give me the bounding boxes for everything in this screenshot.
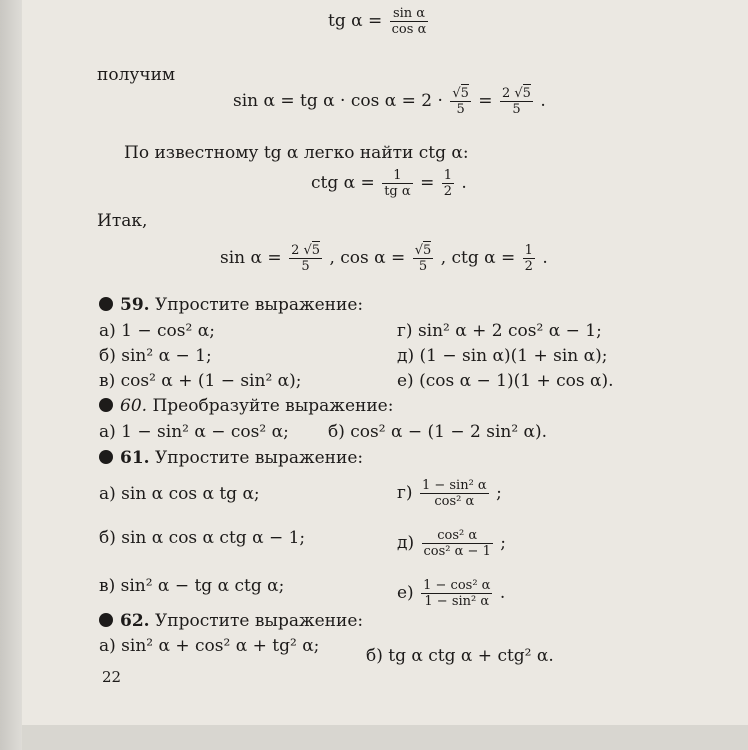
fraction bbox=[442, 168, 454, 199]
item-label: г) bbox=[397, 483, 413, 503]
formula-text: tg α = bbox=[328, 11, 383, 31]
exercise-title: Упростите выражение: bbox=[154, 295, 364, 315]
fraction-denominator: 2 bbox=[524, 259, 533, 274]
coefficient: 2 bbox=[291, 243, 300, 258]
fraction-numerator: 1 − cos² α bbox=[423, 578, 491, 593]
fraction-numerator bbox=[500, 86, 533, 102]
equals-sign: = bbox=[478, 91, 493, 111]
formula-text: sin α = tg α · cos α = 2 · bbox=[233, 91, 443, 111]
fraction bbox=[382, 168, 412, 199]
exercise-59-e: е) (cos α − 1)(1 + cos α). bbox=[397, 371, 614, 391]
fraction bbox=[500, 86, 533, 117]
period: . bbox=[540, 91, 546, 111]
fraction-denominator: tg α bbox=[384, 184, 411, 199]
fraction-denominator: cos² α − 1 bbox=[423, 544, 491, 559]
period: . bbox=[542, 248, 548, 268]
exercise-bullet-icon bbox=[99, 450, 113, 464]
radical-sign: √ bbox=[514, 86, 523, 101]
text-itak: Итак, bbox=[97, 211, 148, 231]
exercise-59-v: в) cos² α + (1 − sin² α); bbox=[99, 371, 302, 391]
fraction bbox=[413, 243, 434, 274]
radical-sign: √ bbox=[414, 243, 423, 258]
exercise-61-b: б) sin α cos α ctg α − 1; bbox=[99, 528, 306, 548]
exercise-number: 61. bbox=[120, 448, 150, 468]
fraction-denominator: 5 bbox=[418, 259, 428, 274]
period: . bbox=[461, 173, 467, 193]
fraction-numerator: 1 bbox=[443, 168, 452, 183]
fraction-denominator: 1 − sin² α bbox=[424, 594, 490, 609]
exercise-59-d: д) (1 − sin α)(1 + sin α); bbox=[397, 346, 608, 366]
fraction-denominator: 2 bbox=[443, 184, 452, 199]
equals-sign: = bbox=[420, 173, 435, 193]
radicand: 5 bbox=[522, 86, 531, 101]
exercise-59-b: б) sin² α − 1; bbox=[99, 346, 212, 366]
fraction-numerator bbox=[413, 243, 434, 259]
exercise-61-header bbox=[99, 450, 363, 467]
fraction-numerator bbox=[450, 86, 471, 102]
exercise-62-b: б) tg α ctg α + ctg² α. bbox=[366, 646, 554, 666]
page-number: 22 bbox=[102, 668, 122, 686]
coefficient: 2 bbox=[501, 86, 511, 101]
book-spine bbox=[0, 0, 22, 750]
radicand: 5 bbox=[423, 243, 432, 258]
fraction-denominator: cos² α bbox=[434, 494, 475, 509]
exercise-61-d bbox=[397, 528, 506, 559]
exercise-bullet-icon bbox=[99, 613, 113, 627]
exercise-60-b: б) cos² α − (1 − 2 sin² α). bbox=[328, 422, 548, 442]
exercise-title: Упростите выражение: bbox=[154, 448, 364, 468]
fraction-numerator bbox=[289, 243, 322, 259]
punctuation: ; bbox=[500, 533, 506, 553]
fraction-numerator: 1 bbox=[382, 168, 412, 184]
formula-tg-definition bbox=[328, 6, 430, 37]
fraction bbox=[390, 6, 429, 37]
exercise-62-a: а) sin² α + cos² α + tg² α; bbox=[99, 636, 320, 656]
exercise-61-g bbox=[397, 478, 502, 509]
formula-sin-value bbox=[233, 86, 546, 117]
text-po-izvestnomu: По известному tg α легко найти ctg α: bbox=[124, 143, 469, 163]
fraction-denominator: 5 bbox=[456, 102, 465, 117]
exercise-61-v: в) sin² α − tg α ctg α; bbox=[99, 576, 285, 596]
exercise-number: 60. bbox=[120, 396, 148, 416]
fraction-numerator: 1 − sin² α bbox=[421, 478, 487, 493]
exercise-bullet-icon bbox=[99, 297, 113, 311]
fraction-numerator: cos² α bbox=[422, 528, 493, 544]
formula-text: , ctg α = bbox=[440, 248, 516, 268]
item-label: д) bbox=[397, 533, 415, 553]
formula-text: , cos α = bbox=[329, 248, 406, 268]
formula-text: ctg α = bbox=[311, 173, 375, 193]
exercise-59-a: а) 1 − cos² α; bbox=[99, 321, 215, 341]
radical-sign: √ bbox=[452, 86, 461, 101]
exercise-bullet-icon bbox=[99, 398, 113, 412]
exercise-61-e bbox=[397, 578, 505, 609]
fraction-denominator: cos α bbox=[391, 22, 427, 37]
fraction-numerator: 1 bbox=[524, 243, 533, 258]
exercise-title: Упростите выражение: bbox=[154, 611, 364, 631]
fraction bbox=[450, 86, 471, 117]
fraction bbox=[421, 578, 492, 609]
exercise-59-g: г) sin² α + 2 cos² α − 1; bbox=[397, 321, 602, 341]
fraction bbox=[422, 528, 493, 559]
formula-results bbox=[220, 243, 548, 274]
exercise-number: 62. bbox=[120, 611, 150, 631]
text-poluchim: получим bbox=[97, 65, 176, 85]
item-label: е) bbox=[397, 583, 414, 603]
exercise-61-a: а) sin α cos α tg α; bbox=[99, 484, 260, 504]
fraction-denominator: 5 bbox=[301, 259, 310, 274]
radicand: 5 bbox=[460, 86, 469, 101]
radicand: 5 bbox=[311, 243, 321, 258]
exercise-number: 59. bbox=[120, 295, 150, 315]
fraction bbox=[289, 243, 322, 274]
radical-sign: √ bbox=[303, 243, 312, 258]
punctuation: . bbox=[499, 583, 506, 603]
exercise-62-header bbox=[99, 613, 363, 630]
fraction-denominator: 5 bbox=[512, 102, 521, 117]
exercise-title: Преобразуйте выражение: bbox=[152, 396, 394, 416]
formula-text: sin α = bbox=[220, 248, 282, 268]
formula-ctg-value bbox=[311, 168, 467, 199]
exercise-59-header bbox=[99, 297, 363, 314]
fraction bbox=[420, 478, 489, 509]
punctuation: ; bbox=[496, 483, 502, 503]
exercise-60-header bbox=[99, 398, 393, 415]
exercise-60-a: а) 1 − sin² α − cos² α; bbox=[99, 422, 289, 442]
fraction bbox=[523, 243, 535, 274]
fraction-numerator: sin α bbox=[390, 6, 429, 22]
